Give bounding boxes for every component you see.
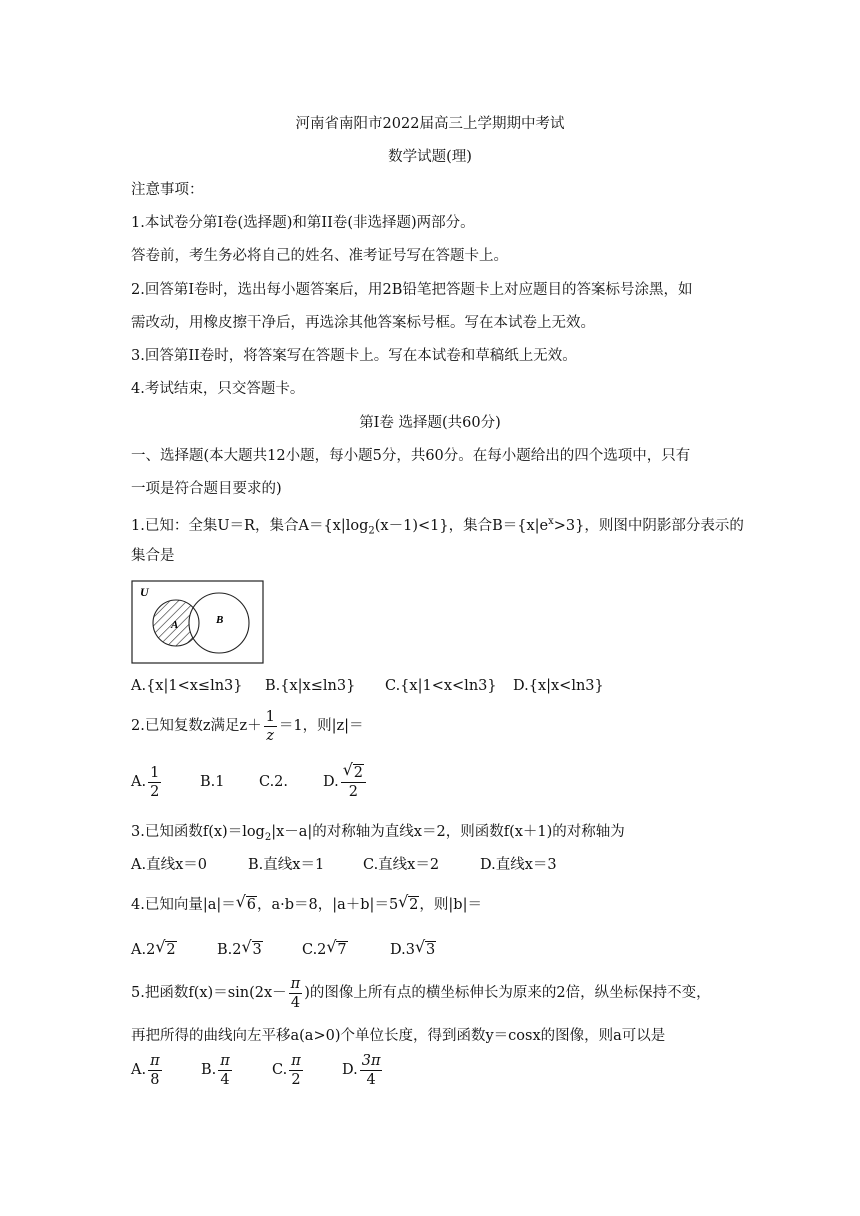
q2-option-a-label: A. (131, 774, 147, 790)
q2-stem-part1: 2.已知复数z满足z＋ (131, 718, 262, 734)
q2-option-b: B.1 (200, 774, 225, 790)
q1-stem-part2: (x－1)<1}，集合B＝{x|e (374, 517, 549, 534)
q5-option-d-den: 4 (366, 1071, 376, 1088)
q4-option-d (390, 937, 436, 960)
q2-option-a-num: 1 (150, 764, 160, 781)
q1-option-d: D.{x|x<ln3} (513, 678, 604, 694)
section-intro-a: 一、选择题(本大题共12小题，每小题5分，共60分。在每小题给出的四个选项中，只有 (131, 448, 691, 464)
sqrt-icon: √ (414, 937, 426, 956)
venn-label-u: U (140, 585, 149, 599)
note-1: 1.本试卷分第I卷(选择题)和第II卷(非选择题)两部分。 (131, 215, 475, 231)
q3-option-a: A.直线x＝0 (131, 857, 207, 873)
q5-option-a-label: A. (131, 1062, 147, 1078)
q1-exp: x (548, 516, 554, 527)
q5-option-b-den: 4 (220, 1071, 230, 1088)
q4-stem-part1: 4.已知向量|a|＝ (131, 897, 236, 913)
q2-option-d-den: 2 (348, 783, 358, 800)
q1-stem-part1: 1.已知：全集U＝R，集合A＝{x|log (131, 517, 369, 534)
q5-stem-part1: 5.把函数f(x)＝sin(2x－ (131, 985, 287, 1001)
q5-option-b-label: B. (201, 1062, 217, 1078)
q5-stem-line2: 再把所得的曲线向左平移a(a>0)个单位长度，得到函数y＝cosx的图像，则a可以是 (131, 1028, 666, 1044)
q5-option-d-label: D. (342, 1062, 358, 1078)
q4-option-c-label: C.2 (302, 942, 327, 958)
exam-title: 河南省南阳市2022届高三上学期期中考试 (295, 116, 565, 132)
q4-option-d-label: D.3 (390, 942, 415, 958)
q2-option-a (131, 762, 163, 802)
q5-option-b (201, 1050, 234, 1090)
q5-stem-line1 (131, 973, 711, 1013)
venn-diagram (131, 580, 265, 666)
q3-option-d: D.直线x＝3 (480, 857, 557, 873)
q2-frac-den: z (266, 727, 275, 744)
venn-label-b: B (216, 614, 224, 626)
q4-radicand-1: 6 (246, 897, 256, 913)
q4-stem (131, 892, 482, 915)
q1-option-c: C.{x|1<x<ln3} (385, 678, 497, 694)
q2-option-d-radicand: 2 (353, 764, 363, 781)
q4-stem-part2: ，a·b＝8，|a＋b|＝5 (256, 897, 399, 913)
q1-option-a: A.{x|1<x≤ln3} (131, 678, 243, 694)
q5-option-a (131, 1050, 164, 1090)
q1-stem-part3: >3}，则图中阴影部分表示的 (553, 517, 744, 534)
q4-option-a-radicand: 2 (166, 942, 176, 958)
q3-log-base: 2 (264, 831, 272, 843)
q1-log-base: 2 (368, 525, 375, 537)
q5-option-c-den: 2 (291, 1071, 301, 1088)
q5-option-c-label: C. (272, 1062, 288, 1078)
q5-frac-num: π (290, 975, 301, 992)
q4-option-a-label: A.2 (131, 942, 156, 958)
q1-option-b: B.{x|x≤ln3} (265, 678, 356, 694)
q4-option-b-label: B.2 (217, 942, 242, 958)
sqrt-icon: √ (235, 892, 246, 911)
q4-option-b (217, 937, 263, 960)
q3-stem-part1: 3.已知函数f(x)＝log (131, 824, 265, 840)
q1-stem-line1 (131, 512, 744, 542)
q5-stem-part2: )的图像上所有点的横坐标伸长为原来的2倍，纵坐标保持不变， (304, 985, 711, 1001)
q2-stem-part2: ＝1，则|z|＝ (278, 718, 364, 734)
q4-radicand-2: 2 (409, 897, 419, 913)
q2-option-d (323, 759, 368, 802)
note-2b: 需改动，用橡皮擦干净后，再选涂其他答案标号框。写在本试卷上无效。 (131, 315, 595, 331)
sqrt-icon: √ (155, 937, 166, 956)
sqrt-icon: √ (326, 937, 337, 956)
q2-option-a-den: 2 (150, 783, 160, 800)
q5-frac-den: 4 (290, 994, 301, 1011)
section-intro-b: 一项是符合题目要求的) (131, 481, 282, 497)
q3-option-b: B.直线x＝1 (248, 857, 325, 873)
q4-option-c-radicand: 7 (337, 942, 347, 958)
exam-subtitle: 数学试题(理) (388, 149, 472, 165)
q4-stem-part3: ，则|b|＝ (419, 897, 482, 913)
q2-frac-num: 1 (265, 708, 275, 725)
q4-option-a (131, 937, 177, 960)
q5-option-c-num: π (291, 1052, 301, 1069)
q4-option-d-radicand: 3 (425, 942, 436, 958)
q5-option-d-num: 3π (361, 1052, 381, 1069)
note-2a: 2.回答第I卷时，选出每小题答案后，用2B铅笔把答题卡上对应题目的答案标号涂黑，如 (131, 282, 693, 298)
q5-option-b-num: π (220, 1052, 230, 1069)
venn-label-a: A (171, 619, 179, 631)
section-title: 第I卷 选择题(共60分) (359, 415, 501, 431)
sqrt-icon: √ (342, 759, 353, 779)
q5-option-a-num: π (150, 1052, 160, 1069)
q3-stem-part2: |x－a|的对称轴为直线x＝2，则函数f(x＋1)的对称轴为 (271, 824, 625, 840)
note-1b: 答卷前，考生务必将自己的姓名、准考证号写在答题卡上。 (131, 248, 508, 264)
notes-heading: 注意事项： (131, 182, 204, 198)
q3-option-c: C.直线x＝2 (363, 857, 440, 873)
sqrt-icon: √ (398, 892, 409, 911)
q4-option-c (302, 937, 348, 960)
q5-option-a-den: 8 (150, 1071, 160, 1088)
note-3: 3.回答第II卷时，将答案写在答题卡上。写在本试卷和草稿纸上无效。 (131, 348, 577, 364)
q1-stem-line2: 集合是 (131, 548, 175, 564)
shaded-region (131, 580, 265, 666)
note-4: 4.考试结束，只交答题卡。 (131, 381, 305, 397)
q2-fraction (264, 708, 277, 745)
q2-stem (131, 706, 364, 746)
q4-option-b-radicand: 3 (252, 942, 262, 958)
q5-option-d (342, 1050, 384, 1090)
sqrt-icon: √ (241, 937, 252, 956)
q5-option-c (272, 1050, 305, 1090)
q2-option-c: C.2. (259, 774, 289, 790)
q2-option-d-label: D. (323, 774, 339, 790)
q3-stem (131, 822, 625, 848)
